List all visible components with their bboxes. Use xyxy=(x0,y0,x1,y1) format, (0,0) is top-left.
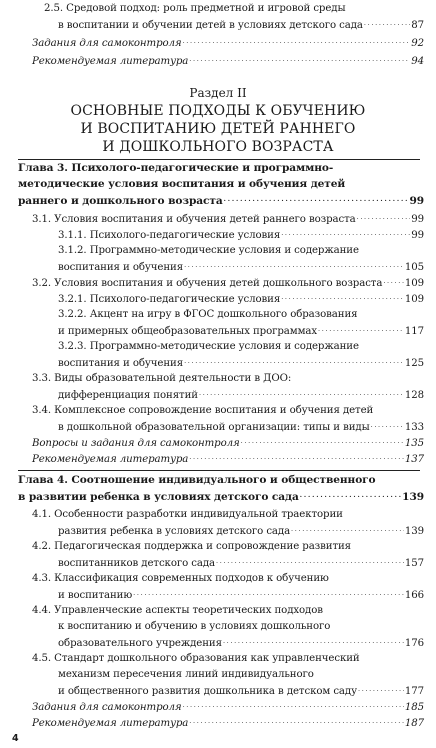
toc-entry-4-4: 4.4. Управленческие аспекты теоретических подходов xyxy=(32,605,323,616)
toc-entry-3-4-cont: в дошкольной образовательной организации: типы и виды . . . 133 xyxy=(0,420,436,434)
page-number: 99 xyxy=(411,230,424,241)
toc-entry-4-2-cont: воспитанников детского сада . . . 157 xyxy=(0,556,436,570)
toc-entry-3-1-1: 3.1.1. Психолого-педагогические условия . . . 99 xyxy=(0,228,436,242)
toc-entry-literature: Рекомендуемая литература . . . 94 xyxy=(0,54,436,68)
page-number: 105 xyxy=(404,262,424,273)
toc-entry-3-2-3-cont: воспитания и обучения . . . 125 xyxy=(0,356,436,370)
page-number: 94 xyxy=(411,56,424,67)
section-title-line-1: ОСНОВНЫЕ ПОДХОДЫ К ОБУЧЕНИЮ xyxy=(70,103,366,119)
page-number: 137 xyxy=(404,454,424,465)
toc-entry-4-1: 4.1. Особенности разработки индивидуальной траектории xyxy=(32,509,343,520)
toc-entry-3-3: 3.3. Виды образовательной деятельности в ДОО: xyxy=(32,373,292,384)
toc-entry-4-5-cont-2: и общественного развития дошкольника в детском саду . . . 177 xyxy=(0,684,436,698)
page-number: 117 xyxy=(404,326,424,337)
toc-entry-3-2: 3.2. Условия воспитания и обучения детей дошкольного возраста . . . 109 xyxy=(0,276,436,290)
page-number: 135 xyxy=(404,438,424,449)
toc-entry-3-3-cont: дифференциация понятий . . . 128 xyxy=(0,388,436,402)
toc-entry-3-2-3: 3.2.3. Программно-методические условия и содержание xyxy=(58,341,359,352)
toc-entry-4-2: 4.2. Педагогическая поддержка и сопровождение развития xyxy=(32,541,352,552)
toc-entry-4-1-cont: развития ребенка в условиях детского сада . . . 139 xyxy=(0,524,436,538)
toc-entry-2-5-cont: в воспитании и обучении детей в условиях детского сада . . . 87 xyxy=(0,18,436,32)
page-number: 133 xyxy=(404,422,424,433)
page-number: 177 xyxy=(404,686,424,697)
toc-entry-4-3-cont: и воспитанию . . . 166 xyxy=(0,588,436,602)
chapter-4-title-line-1: Глава 4. Соотношение индивидуального и общественного xyxy=(18,474,376,486)
toc-entry-literature: Рекомендуемая литература . . . 187 xyxy=(0,716,436,730)
section-title-line-2: И ВОСПИТАНИЮ ДЕТЕЙ РАННЕГО xyxy=(80,121,356,137)
toc-entry-4-5-cont: механизм пересечения линий индивидуального xyxy=(58,669,314,680)
page-number: 87 xyxy=(411,20,424,31)
toc-entry-3-2-2-cont: и примерных общеобразовательных программах . . . 117 xyxy=(0,324,436,338)
page-number: 139 xyxy=(404,526,424,537)
page-number: 128 xyxy=(404,390,424,401)
section-title-line-3: И ДОШКОЛЬНОГО ВОЗРАСТА xyxy=(102,139,334,155)
page-number: 176 xyxy=(404,638,424,649)
toc-entry-3-2-2: 3.2.2. Акцент на игру в ФГОС дошкольного образования xyxy=(58,309,358,320)
page-number: 166 xyxy=(404,590,424,601)
section-label: Раздел II xyxy=(189,86,247,100)
toc-entry-tasks: Задания для самоконтроля . . . 92 xyxy=(0,36,436,50)
toc-entry-4-4-cont: к воспитанию и обучению в условиях дошкольного xyxy=(58,621,331,632)
page-number: 185 xyxy=(404,702,424,713)
page-number: 109 xyxy=(404,278,424,289)
toc-entry-4-3: 4.3. Классификация современных подходов к обучению xyxy=(32,573,329,584)
toc-entry-2-5: 2.5. Средовой подход: роль предметной и игровой среды xyxy=(44,3,346,14)
page-number: 99 xyxy=(411,214,424,225)
divider xyxy=(18,159,420,160)
toc-entry-tasks: Задания для самоконтроля . . . 185 xyxy=(0,700,436,714)
toc-entry-4-4-cont-2: образовательного учреждения . . . 176 xyxy=(0,636,436,650)
toc-entry-questions: Вопросы и задания для самоконтроля . . . 135 xyxy=(0,436,436,450)
page-footer-number: 4 xyxy=(12,733,19,744)
toc-entry-4-5: 4.5. Стандарт дошкольного образования как управленческий xyxy=(32,653,360,664)
toc-entry-literature: Рекомендуемая литература . . . 137 xyxy=(0,452,436,466)
chapter-4-title-line-2: в развитии ребенка в условиях детского сада . . . 139 xyxy=(0,490,436,504)
page-number: 92 xyxy=(411,38,424,49)
page-number: 157 xyxy=(404,558,424,569)
divider xyxy=(18,470,420,471)
page-number: 187 xyxy=(404,718,424,729)
page-number: 125 xyxy=(404,358,424,369)
page-number: 139 xyxy=(402,491,424,503)
toc-entry-3-1: 3.1. Условия воспитания и обучения детей раннего возраста . . . 99 xyxy=(0,212,436,226)
chapter-3-title-line-3: раннего и дошкольного возраста . . . 99 xyxy=(0,194,436,208)
toc-entry-3-1-2: 3.1.2. Программно-методические условия и содержание xyxy=(58,245,359,256)
page-number: 109 xyxy=(404,294,424,305)
toc-entry-3-1-2-cont: воспитания и обучения . . . 105 xyxy=(0,260,436,274)
toc-entry-3-4: 3.4. Комплексное сопровождение воспитания и обучения детей xyxy=(32,405,374,416)
chapter-3-title-line-1: Глава 3. Психолого-педагогические и программно- xyxy=(18,162,334,174)
toc-entry-3-2-1: 3.2.1. Психолого-педагогические условия . . . 109 xyxy=(0,292,436,306)
page-number: 99 xyxy=(409,195,424,207)
chapter-3-title-line-2: методические условия воспитания и обучения детей xyxy=(18,178,346,190)
